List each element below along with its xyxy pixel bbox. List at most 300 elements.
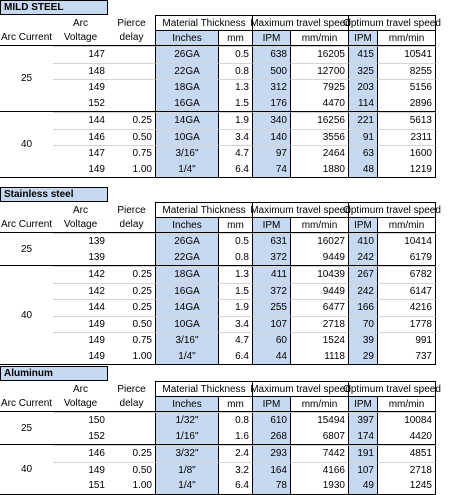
subheader-mm-text: mm: [227, 219, 244, 231]
cell-voltage-text: 151: [88, 480, 105, 492]
cell-opt-mm: [378, 162, 436, 179]
cell-pierce: [108, 445, 155, 462]
subheader-mm: [219, 217, 253, 233]
cell-voltage-text: 152: [88, 97, 105, 109]
cell-max-ipm: [253, 96, 291, 113]
cell-opt-ipm-text: 191: [357, 448, 374, 460]
cell-inches-text: 1/4": [178, 163, 196, 175]
cell-inches-text: 26GA: [174, 49, 200, 61]
cell-voltage-text: 139: [88, 236, 105, 248]
cell-max-mm-text: 6807: [322, 430, 345, 442]
cell-max-mm: [291, 250, 349, 267]
cell-opt-ipm: [349, 412, 378, 429]
pierce-header-bottom-text: delay: [119, 32, 144, 43]
cell-max-ipm-text: 255: [270, 302, 287, 314]
cell-opt-mm-text: 4420: [409, 430, 432, 442]
cell-voltage-text: 147: [88, 49, 105, 61]
cell-inches: [155, 112, 219, 129]
cell-pierce-text: 1.00: [132, 350, 152, 362]
cell-opt-ipm: [349, 316, 378, 333]
cell-voltage: [53, 445, 108, 462]
cell-max-mm-text: 2718: [322, 318, 345, 330]
cell-max-ipm-text: 411: [271, 269, 287, 281]
cell-mm: [219, 349, 253, 366]
cell-opt-ipm: [349, 112, 378, 129]
cell-max-ipm-text: 44: [275, 350, 287, 362]
cell-pierce-text: 0.25: [132, 302, 152, 314]
cell-mm-text: 3.2: [235, 464, 249, 476]
material-thickness-header: [155, 202, 253, 217]
cell-inches-text: 3/16": [175, 148, 199, 160]
cell-max-ipm: [253, 250, 291, 267]
subheader-opt-mmmin-text: mm/min: [388, 398, 425, 410]
cell-mm: [219, 79, 253, 96]
cell-max-mm: [291, 63, 349, 80]
cell-max-mm-text: 9449: [322, 285, 345, 297]
subheader-opt-ipm: [349, 30, 378, 46]
cell-voltage-text: 146: [88, 448, 105, 460]
cell-opt-mm: [378, 46, 436, 63]
cell-mm: [219, 46, 253, 63]
cell-max-mm: [291, 162, 349, 179]
subheader-max-ipm: [253, 217, 291, 233]
cell-mm: [219, 283, 253, 300]
cell-pierce-text: 0.50: [132, 318, 152, 330]
max-travel-speed-header: [250, 15, 351, 30]
cell-max-mm-text: 2464: [322, 148, 345, 160]
cell-max-mm-text: 16205: [317, 49, 345, 61]
cell-max-ipm-text: 268: [270, 430, 287, 442]
arc-voltage-header-bottom-text: Voltage: [63, 398, 98, 409]
material-thickness-header: [155, 15, 253, 30]
cell-max-ipm: [253, 129, 291, 146]
cell-pierce: [108, 349, 155, 366]
cell-inches: [155, 162, 219, 179]
cell-opt-ipm-text: 91: [362, 131, 374, 143]
cell-max-ipm-text: 340: [270, 115, 287, 127]
cell-max-ipm-text: 78: [275, 480, 287, 492]
arc-current-group: [0, 112, 53, 178]
cell-pierce-text: 0.25: [132, 269, 152, 281]
cell-opt-ipm: [349, 349, 378, 366]
section-title: [0, 0, 108, 15]
cell-max-mm: [291, 445, 349, 462]
cell-pierce: [108, 462, 155, 479]
cell-mm-text: 1.9: [235, 302, 249, 314]
cell-pierce: [108, 79, 155, 96]
arc-current-group-text: 40: [20, 309, 33, 321]
cell-mm-text: 4.7: [235, 148, 249, 160]
cell-inches: [155, 478, 219, 495]
cell-inches-text: 3/16": [175, 335, 199, 347]
max-travel-speed-header: [250, 381, 351, 396]
cell-opt-mm: [378, 316, 436, 333]
cell-mm: [219, 316, 253, 333]
cell-pierce: [108, 266, 155, 283]
cell-max-mm: [291, 429, 349, 446]
arc-voltage-header-top: [53, 381, 108, 396]
cell-opt-mm: [378, 266, 436, 283]
cell-pierce-text: 0.50: [132, 464, 152, 476]
subheader-max-mmmin: [291, 30, 349, 46]
subheader-max-ipm-text: IPM: [262, 32, 281, 44]
cell-inches-text: 1/4": [178, 350, 196, 362]
cell-mm: [219, 445, 253, 462]
cell-opt-mm: [378, 349, 436, 366]
cell-max-mm: [291, 79, 349, 96]
subheader-max-ipm-text: IPM: [262, 219, 281, 231]
material-thickness-header-text: Material Thickness: [162, 204, 246, 216]
cell-max-ipm-text: 631: [270, 236, 287, 248]
cell-opt-mm: [378, 478, 436, 495]
arc-current-group-text: 25: [20, 243, 33, 255]
cell-opt-ipm-text: 70: [362, 318, 374, 330]
cell-inches: [155, 233, 219, 250]
cell-opt-mm-text: 1778: [409, 318, 432, 330]
cell-voltage: [53, 162, 108, 179]
cell-inches: [155, 349, 219, 366]
cell-inches: [155, 445, 219, 462]
cell-max-mm: [291, 478, 349, 495]
subheader-max-mmmin: [291, 217, 349, 233]
cell-voltage-text: 142: [88, 269, 105, 281]
cell-max-mm-text: 1524: [322, 335, 345, 347]
cell-opt-ipm-text: 166: [357, 302, 374, 314]
cell-opt-mm-text: 5156: [409, 82, 432, 94]
arc-voltage-header-top-text: Arc: [73, 18, 88, 29]
cell-inches: [155, 299, 219, 316]
cell-opt-ipm-text: 203: [357, 82, 374, 94]
material-thickness-header-text: Material Thickness: [162, 383, 246, 395]
cell-max-ipm-text: 97: [275, 148, 287, 160]
subheader-max-mmmin-text: mm/min: [301, 219, 338, 231]
cell-inches-text: 22GA: [174, 251, 200, 263]
cell-mm: [219, 429, 253, 446]
cell-max-ipm-text: 372: [270, 251, 287, 263]
material-thickness-header-text: Material Thickness: [162, 17, 246, 29]
cell-mm-text: 4.7: [235, 335, 249, 347]
cell-mm-text: 3.4: [235, 131, 249, 143]
cell-max-mm: [291, 316, 349, 333]
cell-max-ipm-text: 372: [270, 285, 287, 297]
arc-current-header: [0, 30, 53, 46]
cell-opt-ipm: [349, 233, 378, 250]
cell-mm-text: 0.8: [235, 415, 249, 427]
section-title: [0, 366, 108, 381]
subheader-max-ipm-text: IPM: [262, 398, 281, 410]
cell-opt-ipm: [349, 162, 378, 179]
cell-opt-ipm-text: 242: [357, 251, 374, 263]
cell-max-mm-text: 16027: [317, 236, 345, 248]
cell-inches: [155, 46, 219, 63]
cell-mm-text: 1.5: [235, 285, 249, 297]
cell-inches-text: 16GA: [174, 285, 200, 297]
cell-mm-text: 6.4: [235, 350, 249, 362]
cell-inches: [155, 145, 219, 162]
cell-inches-text: 1/32": [175, 415, 199, 427]
pierce-header-top-text: Pierce: [117, 18, 146, 29]
subheader-mm-text: mm: [227, 32, 244, 44]
pierce-header-bottom-text: delay: [119, 219, 144, 230]
subheader-max-ipm: [253, 396, 291, 412]
cell-voltage-text: 152: [88, 430, 105, 442]
cell-inches-text: 26GA: [174, 236, 200, 248]
cell-max-ipm-text: 312: [270, 82, 287, 94]
cell-max-ipm: [253, 332, 291, 349]
cell-opt-mm-text: 10541: [404, 49, 432, 61]
cell-max-ipm-text: 107: [270, 318, 287, 330]
cell-mm-text: 0.8: [235, 65, 249, 77]
cell-pierce: [108, 412, 155, 429]
cell-pierce-text: 0.50: [132, 131, 152, 143]
subheader-inches-text: Inches: [172, 398, 202, 410]
cell-inches: [155, 79, 219, 96]
cell-inches: [155, 332, 219, 349]
cell-inches-text: 10GA: [174, 318, 200, 330]
cell-opt-ipm: [349, 462, 378, 479]
cell-opt-ipm: [349, 129, 378, 146]
subheader-opt-mmmin: [378, 217, 436, 233]
cell-opt-ipm: [349, 63, 378, 80]
cell-voltage-text: 149: [88, 82, 105, 94]
cell-opt-ipm-text: 415: [357, 49, 374, 61]
cell-inches-text: 1/4": [178, 480, 196, 492]
subheader-max-mmmin-text: mm/min: [301, 32, 338, 44]
cell-mm: [219, 162, 253, 179]
cell-inches-text: 3/32": [175, 448, 199, 460]
opt-travel-speed-header-text: Optimum travel speed: [343, 204, 441, 216]
cell-pierce-text: 0.25: [132, 285, 152, 297]
cell-mm-text: 1.3: [235, 82, 249, 94]
cell-max-ipm-text: 610: [270, 415, 287, 427]
subheader-opt-mmmin: [378, 30, 436, 46]
arc-current-group-text: 40: [20, 139, 33, 150]
cell-max-mm-text: 1118: [324, 350, 345, 362]
cell-max-mm-text: 10439: [317, 269, 345, 281]
cell-max-mm-text: 16256: [317, 115, 345, 127]
subheader-opt-mmmin: [378, 396, 436, 412]
subheader-opt-ipm: [349, 396, 378, 412]
cell-opt-mm-text: 8255: [409, 65, 432, 77]
cell-opt-ipm-text: 325: [357, 65, 374, 77]
cell-opt-ipm: [349, 96, 378, 113]
cell-voltage: [53, 112, 108, 129]
cell-mm: [219, 478, 253, 495]
cell-max-ipm: [253, 283, 291, 300]
cell-opt-ipm-text: 39: [362, 335, 374, 347]
cell-opt-mm-text: 5613: [409, 115, 432, 127]
cell-inches: [155, 283, 219, 300]
cell-pierce: [108, 112, 155, 129]
cell-max-mm-text: 12700: [317, 65, 345, 77]
subheader-opt-mmmin-text: mm/min: [388, 32, 425, 44]
cell-mm: [219, 299, 253, 316]
arc-voltage-header-top-text: Arc: [73, 384, 88, 395]
cell-voltage-text: 147: [88, 148, 105, 160]
cell-opt-mm-text: 2896: [409, 97, 432, 109]
cell-max-mm: [291, 299, 349, 316]
arc-current-header-text: Arc Current: [0, 398, 53, 409]
cell-max-mm: [291, 145, 349, 162]
arc-current-group-text: 25: [20, 422, 33, 434]
pierce-header-bottom-text: delay: [119, 398, 144, 409]
opt-travel-speed-header-text: Optimum travel speed: [343, 17, 441, 29]
subheader-max-ipm: [253, 30, 291, 46]
cell-voltage-text: 149: [88, 464, 105, 476]
cell-mm-text: 6.4: [235, 480, 249, 492]
arc-voltage-header-bottom: [53, 217, 108, 233]
cell-max-ipm: [253, 462, 291, 479]
cell-inches: [155, 266, 219, 283]
cell-max-mm: [291, 112, 349, 129]
cell-voltage: [53, 145, 108, 162]
cell-voltage-text: 150: [88, 415, 105, 427]
pierce-header-bottom: [108, 30, 155, 46]
cell-max-ipm: [253, 145, 291, 162]
cell-opt-ipm: [349, 145, 378, 162]
cell-opt-mm: [378, 412, 436, 429]
cell-max-mm: [291, 412, 349, 429]
cell-max-ipm: [253, 445, 291, 462]
cell-pierce: [108, 478, 155, 495]
cell-opt-ipm-text: 114: [358, 97, 374, 109]
cell-mm-text: 0.5: [235, 49, 249, 61]
arc-current-group: [0, 46, 53, 112]
cell-opt-ipm: [349, 250, 378, 267]
opt-travel-speed-header-text: Optimum travel speed: [343, 383, 441, 395]
cell-inches: [155, 63, 219, 80]
cell-pierce: [108, 250, 155, 267]
opt-travel-speed-header: [343, 202, 441, 217]
cell-opt-mm-text: 10084: [404, 415, 432, 427]
subheader-inches-text: Inches: [172, 32, 202, 44]
cell-opt-mm: [378, 250, 436, 267]
cell-inches-text: 14GA: [174, 115, 200, 127]
cell-voltage-text: 149: [88, 335, 105, 347]
cell-pierce: [108, 46, 155, 63]
cell-max-ipm: [253, 478, 291, 495]
cell-max-mm: [291, 462, 349, 479]
subheader-inches: [155, 217, 219, 233]
cell-pierce-text: 1.00: [132, 480, 152, 492]
cell-pierce: [108, 162, 155, 179]
section-title-text: MILD STEEL: [4, 2, 64, 13]
cell-opt-mm: [378, 63, 436, 80]
cell-pierce: [108, 129, 155, 146]
cell-voltage-text: 146: [88, 131, 105, 143]
cell-max-ipm-text: 638: [270, 49, 287, 61]
cell-inches-text: 18GA: [174, 269, 200, 281]
cell-max-ipm: [253, 233, 291, 250]
section-title-text: Aluminum: [4, 368, 53, 379]
cell-voltage-text: 149: [88, 318, 105, 330]
pierce-header-top-text: Pierce: [117, 384, 146, 395]
max-travel-speed-header-text: Maximum travel speed: [250, 17, 351, 29]
cell-opt-mm: [378, 145, 436, 162]
cell-mm-text: 1.3: [235, 269, 249, 281]
subheader-inches: [155, 30, 219, 46]
cell-opt-mm-text: 991: [415, 335, 432, 347]
cell-voltage: [53, 79, 108, 96]
cell-voltage: [53, 250, 108, 267]
cell-inches-text: 22GA: [174, 65, 200, 77]
cell-mm-text: 0.8: [235, 251, 249, 263]
pierce-header-top-text: Pierce: [117, 205, 146, 216]
cell-max-ipm: [253, 429, 291, 446]
cell-opt-ipm: [349, 445, 378, 462]
pierce-header-top: [108, 202, 155, 217]
cell-mm: [219, 129, 253, 146]
cell-mm-text: 3.4: [235, 318, 249, 330]
cell-mm: [219, 112, 253, 129]
arc-current-group-text: 40: [20, 463, 33, 475]
cell-inches: [155, 429, 219, 446]
cell-opt-ipm: [349, 79, 378, 96]
cell-opt-ipm: [349, 429, 378, 446]
cell-mm: [219, 233, 253, 250]
cell-voltage-text: 149: [88, 350, 105, 362]
cell-max-ipm-text: 293: [270, 448, 287, 460]
cell-voltage: [53, 266, 108, 283]
cell-voltage: [53, 462, 108, 479]
cell-max-mm: [291, 266, 349, 283]
cell-voltage: [53, 283, 108, 300]
cell-voltage: [53, 129, 108, 146]
cell-inches: [155, 462, 219, 479]
cell-mm: [219, 250, 253, 267]
cell-pierce: [108, 283, 155, 300]
cell-pierce: [108, 63, 155, 80]
cell-opt-mm: [378, 233, 436, 250]
cell-voltage-text: 148: [88, 65, 105, 77]
cell-max-mm-text: 1930: [322, 480, 345, 492]
cell-voltage: [53, 233, 108, 250]
cell-opt-ipm-text: 410: [357, 236, 374, 248]
cell-inches-text: 1/16": [175, 430, 199, 442]
cell-opt-mm: [378, 445, 436, 462]
cell-mm-text: 1.5: [235, 97, 249, 109]
cell-max-ipm-text: 500: [270, 65, 287, 77]
cell-mm-text: 2.4: [235, 448, 249, 460]
cell-voltage: [53, 412, 108, 429]
arc-voltage-header-top-text: Arc: [73, 205, 88, 216]
cell-pierce: [108, 145, 155, 162]
cell-pierce: [108, 429, 155, 446]
cell-voltage-text: 149: [88, 163, 105, 175]
subheader-mm-text: mm: [227, 398, 244, 410]
cell-max-ipm: [253, 316, 291, 333]
cell-pierce: [108, 316, 155, 333]
subheader-mm: [219, 396, 253, 412]
cell-max-ipm: [253, 162, 291, 179]
cell-mm: [219, 63, 253, 80]
cell-opt-ipm-text: 221: [357, 115, 374, 127]
cell-opt-mm-text: 4851: [409, 448, 432, 460]
cell-opt-mm-text: 6179: [409, 251, 432, 263]
cell-opt-ipm: [349, 266, 378, 283]
cell-mm-text: 1.6: [235, 430, 249, 442]
cell-opt-mm-text: 1245: [409, 480, 432, 492]
cell-pierce: [108, 96, 155, 113]
cell-mm-text: 1.9: [235, 115, 249, 127]
cell-max-mm-text: 4166: [322, 464, 345, 476]
cell-max-mm: [291, 349, 349, 366]
max-travel-speed-header-text: Maximum travel speed: [250, 383, 351, 395]
cell-opt-ipm-text: 174: [357, 430, 374, 442]
cell-mm-text: 6.4: [235, 163, 249, 175]
cell-pierce-text: 1.00: [132, 163, 152, 175]
cell-opt-ipm-text: 29: [362, 350, 374, 362]
